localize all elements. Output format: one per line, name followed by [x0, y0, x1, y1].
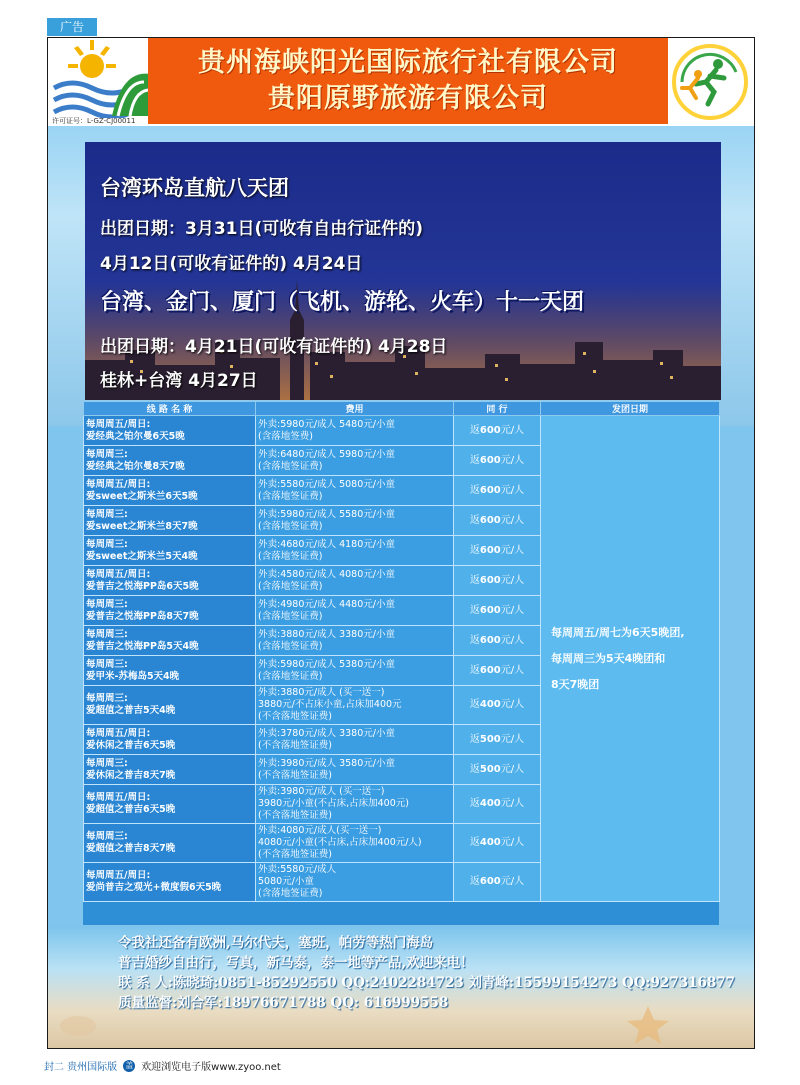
ad-tag: 广告	[47, 18, 97, 36]
company-name-2: 贵阳原野旅游有限公司	[268, 83, 548, 114]
fee-line-1: 外卖:3980元/成人 (买一送一)	[258, 786, 385, 797]
rebate-unit: 元/人	[500, 876, 525, 887]
rebate-unit: 元/人	[500, 514, 525, 526]
rebate-prefix: 返	[469, 837, 480, 848]
fee-line-2: 3980元/小童(不占床,占床加400元)	[258, 798, 409, 809]
route-schedule: 每周周三:	[86, 508, 128, 520]
rebate-cell	[454, 596, 541, 626]
fee-line-2: (含落地签费)	[258, 430, 313, 442]
contact-line-3: 联 系 人:陈晓琦:0851-85292550 QQ:2402284723 刘青峰:15599154273 QQ:927316877	[118, 975, 736, 991]
header	[48, 38, 754, 126]
company-title-box	[148, 38, 668, 124]
fee-cell	[256, 785, 454, 824]
rebate-amount: 600	[479, 544, 501, 556]
rebate-unit: 元/人	[500, 454, 525, 466]
tour-title-11day: 台湾、金门、厦门（飞机、游轮、火车）十一天团	[100, 290, 585, 315]
fee-line-2: (含落地签证费)	[258, 580, 323, 592]
rebate-amount: 600	[479, 454, 501, 466]
route-name: 爱超值之普吉6天5晚	[86, 804, 176, 815]
fee-cell	[256, 863, 454, 902]
rebate-prefix: 返	[469, 424, 480, 436]
fee-line-1: 外卖:5980元/成人 5380元/小童	[258, 658, 395, 670]
fee-cell	[256, 755, 454, 785]
fee-line-3: (含落地签证费)	[258, 888, 323, 899]
route-cell	[84, 596, 256, 626]
route-name: 爱sweet之斯米兰5天4晚	[86, 550, 198, 562]
header-fee: 费用	[256, 402, 454, 416]
dates-line-2: 每周周三为5天4晚团和	[551, 651, 666, 665]
rebate-amount: 400	[479, 798, 501, 809]
fee-line-1: 外卖:3880元/成人 3380元/小童	[258, 628, 395, 640]
rebate-amount: 600	[479, 876, 501, 887]
rebate-cell	[454, 476, 541, 506]
footer-badge-icon: 盖	[125, 1060, 134, 1070]
fee-line-2: (含落地签证费)	[258, 670, 323, 682]
departure-dates-1: 出团日期：3月31日(可收有自由行证件的)	[100, 219, 424, 239]
rebate-unit: 元/人	[500, 664, 525, 676]
rebate-cell	[454, 863, 541, 902]
company-name-1: 贵州海峡阳光国际旅行社有限公司	[198, 47, 618, 78]
fee-line-2: 3880元/不占床小童,占床加400元	[258, 699, 402, 710]
fee-line-3: (不含落地签证费)	[258, 810, 332, 821]
fee-line-1: 外卖:3880元/成人 (买一送一)	[258, 687, 385, 698]
route-name: 爱休闲之普吉6天5晚	[86, 739, 176, 751]
rebate-unit: 元/人	[500, 733, 525, 745]
route-schedule: 每周周三:	[86, 757, 128, 769]
fee-line-2: (不含落地签证费)	[258, 739, 332, 751]
dates-line-1: 每周周五/周七为6天5晚团,	[551, 625, 685, 639]
fee-cell	[256, 824, 454, 863]
route-cell	[84, 506, 256, 536]
route-name: 爱甲米-苏梅岛5天4晚	[86, 670, 180, 682]
route-name: 爱经典之铂尔曼6天5晚	[86, 430, 185, 442]
fee-line-1: 外卖:5580元/成人 5080元/小童	[258, 478, 395, 490]
route-cell	[84, 626, 256, 656]
route-cell	[84, 824, 256, 863]
rebate-prefix: 返	[469, 876, 480, 887]
route-name: 爱超值之普吉5天4晚	[86, 705, 176, 716]
page-footer	[44, 1058, 281, 1073]
rebate-prefix: 返	[469, 454, 480, 466]
fee-line-2: 5080元/小童	[258, 876, 314, 887]
table-header-row	[84, 402, 720, 416]
rebate-cell	[454, 785, 541, 824]
license-number: 许可证号：L-GZ-CJ00011	[52, 117, 136, 125]
fee-line-1: 外卖:3980元/成人 3580元/小童	[258, 757, 395, 769]
fee-line-2: 4080元/小童(不占床,占床加400元/人)	[258, 837, 422, 848]
fee-line-2: (含落地签证费)	[258, 640, 323, 652]
route-name: 爱尚普吉之观光+微度假6天5晚	[86, 882, 222, 893]
rebate-prefix: 返	[469, 798, 480, 809]
fee-line-1: 外卖:4680元/成人 4180元/小童	[258, 538, 395, 550]
fee-cell	[256, 725, 454, 755]
rebate-unit: 元/人	[500, 484, 525, 496]
route-name: 爱普吉之悦海PP岛5天4晚	[86, 640, 199, 652]
rebate-prefix: 返	[469, 733, 480, 745]
fee-cell	[256, 476, 454, 506]
route-cell	[84, 476, 256, 506]
fee-line-2: (含落地签证费)	[258, 550, 323, 562]
guilin-taiwan-date: 桂林+台湾 4月27日	[100, 371, 258, 391]
rebate-cell	[454, 824, 541, 863]
route-cell	[84, 416, 256, 446]
fee-line-1: 外卖:4980元/成人 4480元/小童	[258, 598, 395, 610]
rebate-cell	[454, 446, 541, 476]
rebate-unit: 元/人	[500, 424, 525, 436]
rebate-cell	[454, 506, 541, 536]
departure-dates-3: 出团日期：4月21日(可收有证件的) 4月28日	[100, 337, 448, 357]
rebate-amount: 400	[479, 837, 501, 848]
rebate-unit: 元/人	[500, 798, 525, 809]
dates-line-3: 8天7晚团	[551, 677, 600, 691]
taiwan-tour-banner	[85, 142, 721, 400]
route-schedule: 每周周五/周日:	[86, 478, 151, 490]
fee-line-1: 外卖:4080元/成人(买一送一)	[258, 825, 382, 836]
route-schedule: 每周周三:	[86, 831, 128, 842]
route-schedule: 每周周三:	[86, 538, 128, 550]
rebate-prefix: 返	[469, 699, 480, 710]
rebate-cell	[454, 725, 541, 755]
route-name: 爱sweet之斯米兰6天5晚	[86, 490, 198, 502]
tour-title-taiwan-8day: 台湾环岛直航八天团	[100, 176, 289, 200]
route-schedule: 每周周三:	[86, 448, 128, 460]
fee-line-3: (不含落地签证费)	[258, 849, 332, 860]
fee-line-1: 外卖:5980元/成人 5580元/小童	[258, 508, 395, 520]
fee-cell	[256, 596, 454, 626]
route-name: 爱经典之铂尔曼8天7晚	[86, 460, 185, 472]
sun-wave-logo-icon	[52, 40, 152, 118]
rebate-cell	[454, 566, 541, 596]
rebate-unit: 元/人	[500, 634, 525, 646]
fee-line-2: (含落地签证费)	[258, 460, 323, 472]
rebate-cell	[454, 626, 541, 656]
route-cell	[84, 686, 256, 725]
fee-cell	[256, 416, 454, 446]
fee-cell	[256, 536, 454, 566]
route-name: 爱普吉之悦海PP岛8天7晚	[86, 610, 199, 622]
rebate-amount: 600	[479, 424, 501, 436]
rebate-amount: 500	[479, 763, 501, 775]
route-cell	[84, 725, 256, 755]
fee-cell	[256, 686, 454, 725]
contact-info	[118, 933, 735, 1013]
header-peer: 同 行	[454, 402, 541, 416]
rebate-amount: 600	[479, 574, 501, 586]
rebate-amount: 600	[479, 484, 501, 496]
rebate-prefix: 返	[469, 514, 480, 526]
rebate-cell	[454, 686, 541, 725]
route-name: 爱普吉之悦海PP岛6天5晚	[86, 580, 199, 592]
fee-line-1: 外卖:6480元/成人 5980元/小童	[258, 448, 395, 460]
route-name: 爱sweet之斯米兰8天7晚	[86, 520, 198, 532]
header-dates: 发团日期	[541, 402, 720, 416]
rebate-unit: 元/人	[500, 544, 525, 556]
rebate-prefix: 返	[469, 763, 480, 775]
route-cell	[84, 656, 256, 686]
rebate-prefix: 返	[469, 574, 480, 586]
rebate-unit: 元/人	[500, 574, 525, 586]
runner-logo-icon	[670, 42, 750, 122]
rebate-cell	[454, 536, 541, 566]
fee-line-1: 外卖:3780元/成人 3380元/小童	[258, 727, 395, 739]
route-cell	[84, 566, 256, 596]
route-cell	[84, 446, 256, 476]
route-table	[83, 401, 719, 925]
route-schedule: 每周周五/周日:	[86, 568, 151, 580]
rebate-prefix: 返	[469, 484, 480, 496]
fee-cell	[256, 656, 454, 686]
route-schedule: 每周周三:	[86, 598, 128, 610]
fee-line-3: (不含落地签证费)	[258, 711, 332, 722]
fee-line-1: 外卖:5980元/成人 5480元/小童	[258, 418, 395, 430]
route-schedule: 每周周五/周日:	[86, 792, 151, 803]
route-schedule: 每周周五/周日:	[86, 870, 151, 881]
departure-dates-2: 4月12日(可收有证件的) 4月24日	[100, 254, 363, 274]
header-route: 线 路 名 称	[84, 402, 256, 416]
footer-section: 封二 贵州国际版	[44, 1062, 118, 1073]
contact-line-1: 令我社还备有欧洲,马尔代夫，塞班，帕劳等热门海岛	[118, 935, 434, 951]
table-row	[84, 416, 720, 446]
fee-cell	[256, 626, 454, 656]
footer-website[interactable]: 欢迎浏览电子版www.zyoo.net	[141, 1062, 281, 1073]
rebate-unit: 元/人	[500, 837, 525, 848]
rebate-prefix: 返	[469, 664, 480, 676]
advertisement-page	[47, 37, 755, 1049]
rebate-unit: 元/人	[500, 604, 525, 616]
route-cell	[84, 536, 256, 566]
contact-line-4: 质量监督:刘合军:18976671788 QQ: 616999558	[118, 995, 449, 1011]
fee-line-2: (含落地签证费)	[258, 610, 323, 622]
route-cell	[84, 785, 256, 824]
fee-line-2: (含落地签证费)	[258, 520, 323, 532]
rebate-prefix: 返	[469, 544, 480, 556]
rebate-amount: 600	[479, 634, 501, 646]
departure-dates-cell	[541, 416, 720, 902]
rebate-amount: 500	[479, 733, 501, 745]
route-schedule: 每周周三:	[86, 693, 128, 704]
rebate-cell	[454, 656, 541, 686]
fee-line-2: (不含落地签证费)	[258, 769, 332, 781]
route-schedule: 每周周五/周日:	[86, 727, 151, 739]
route-schedule: 每周周五/周日:	[86, 418, 151, 430]
contact-line-2: 普吉婚纱自由行，写真，新马泰，泰一地等产品,欢迎来电！	[118, 955, 474, 971]
fee-cell	[256, 566, 454, 596]
rebate-unit: 元/人	[500, 763, 525, 775]
fee-cell	[256, 506, 454, 536]
route-name: 爱休闲之普吉8天7晚	[86, 769, 176, 781]
route-name: 爱超值之普吉8天7晚	[86, 843, 176, 854]
rebate-amount: 600	[479, 514, 501, 526]
rebate-amount: 400	[479, 699, 501, 710]
rebate-amount: 600	[479, 604, 501, 616]
fee-line-1: 外卖:5580元/成人	[258, 864, 337, 875]
route-schedule: 每周周三:	[86, 658, 128, 670]
route-cell	[84, 755, 256, 785]
route-cell	[84, 863, 256, 902]
fee-line-2: (含落地签证费)	[258, 490, 323, 502]
fee-cell	[256, 446, 454, 476]
rebate-prefix: 返	[469, 634, 480, 646]
rebate-unit: 元/人	[500, 699, 525, 710]
rebate-cell	[454, 755, 541, 785]
rebate-amount: 600	[479, 664, 501, 676]
rebate-prefix: 返	[469, 604, 480, 616]
rebate-cell	[454, 416, 541, 446]
fee-line-1: 外卖:4580元/成人 4080元/小童	[258, 568, 395, 580]
route-schedule: 每周周三:	[86, 628, 128, 640]
